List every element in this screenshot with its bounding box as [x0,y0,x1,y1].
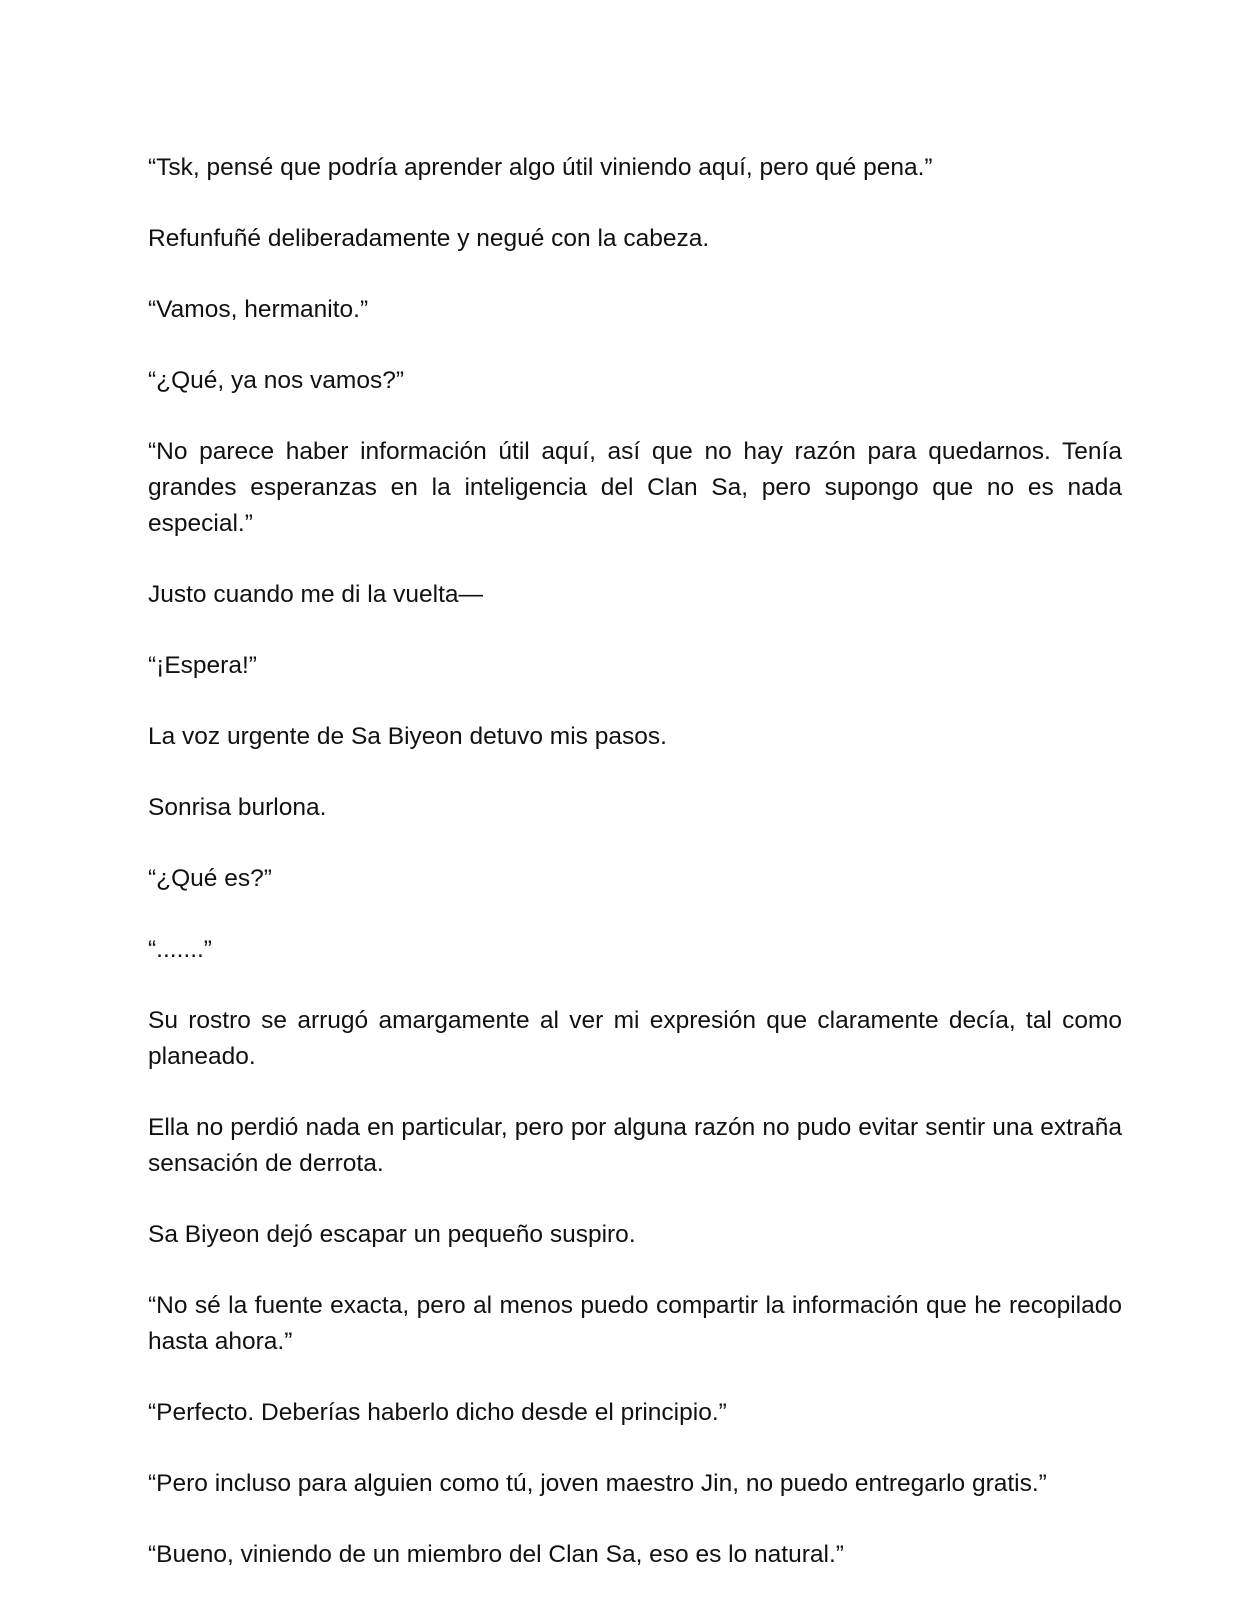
document-body [148,150,1122,1608]
paragraph: “No parece haber información útil aquí, así que no hay razón para quedarnos. Tenía grandes esperanzas en la inteligencia del Clan Sa, pero supongo que no es nada especial.” [148,438,1122,537]
paragraph: “Bueno, viniendo de un miembro del Clan Sa, eso es lo natural.” [148,1541,844,1568]
paragraph: “¿Qué, ya nos vamos?” [148,367,404,394]
paragraph: Ella no perdió nada en particular, pero por alguna razón no pudo evitar sentir una extraña sensación de derrota. [148,1114,1122,1177]
paragraph: “.......” [148,936,212,963]
paragraph: “Perfecto. Deberías haberlo dicho desde el principio.” [148,1399,727,1426]
paragraph: Sonrisa burlona. [148,794,327,821]
paragraph: Justo cuando me di la vuelta— [148,581,484,608]
paragraph: Su rostro se arrugó amargamente al ver mi expresión que claramente decía, tal como planeado. [148,1007,1122,1070]
paragraph: “Pero incluso para alguien como tú, joven maestro Jin, no puedo entregarlo gratis.” [148,1470,1047,1497]
paragraph: “Vamos, hermanito.” [148,296,369,323]
paragraph: Sa Biyeon dejó escapar un pequeño suspiro. [148,1221,636,1248]
paragraph: “¡Espera!” [148,652,257,679]
paragraph: “No sé la fuente exacta, pero al menos puedo compartir la información que he recopilado hasta ahora.” [148,1292,1122,1355]
paragraph: La voz urgente de Sa Biyeon detuvo mis pasos. [148,723,667,750]
paragraph: “Tsk, pensé que podría aprender algo útil viniendo aquí, pero qué pena.” [148,154,933,181]
paragraph: “¿Qué es?” [148,865,272,892]
paragraph: Refunfuñé deliberadamente y negué con la cabeza. [148,225,710,252]
